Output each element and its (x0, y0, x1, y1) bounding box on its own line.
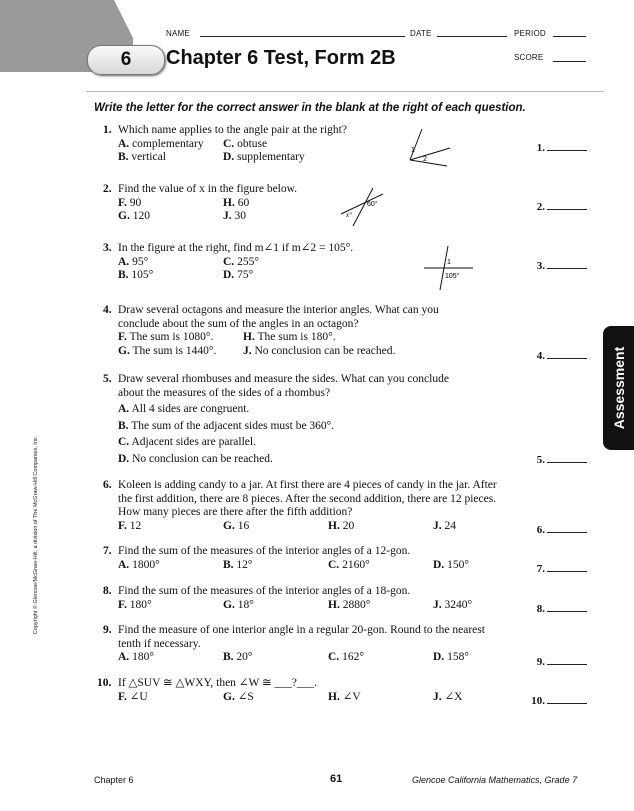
answer-label: 1. (536, 142, 545, 154)
option-text: 150° (447, 558, 469, 571)
option-a (118, 138, 223, 152)
option-b (118, 151, 223, 165)
option-d (433, 559, 538, 573)
question-text: Koleen is adding candy to a jar. At first there are 4 pieces of candy in the jar. After the first addition, there are 8 pieces. After the second addition, there are 12 pieces. How many pieces are there after the fifth addition? (118, 479, 497, 518)
option-letter: D. (223, 151, 235, 163)
answer-label: 4. (536, 350, 545, 362)
option-text: Adjacent sides are parallel. (131, 436, 256, 448)
option-letter: A. (118, 558, 130, 571)
option-letter: H. (328, 519, 340, 532)
option-text: The sum is 180°. (257, 331, 336, 343)
option-c (328, 559, 433, 573)
option-f (118, 520, 223, 534)
answer-blank-9[interactable] (527, 655, 587, 668)
answer-blank-1[interactable] (527, 141, 587, 154)
instructions: Write the letter for the correct answer in the blank at the right of each question. (94, 102, 526, 114)
option-h (223, 197, 343, 211)
intersecting-lines-figure (333, 186, 388, 228)
option-letter: A. (118, 403, 130, 415)
answer-label: 3. (536, 260, 545, 272)
option-text: All 4 sides are congruent. (131, 403, 250, 415)
option-d (223, 269, 343, 283)
date-field[interactable] (437, 36, 507, 37)
question-10 (97, 677, 517, 704)
option-text: 105° (131, 269, 154, 281)
option-letter: D. (118, 452, 130, 465)
question-7 (103, 545, 523, 572)
option-text: obtuse (237, 137, 268, 150)
option-text: ∠X (444, 690, 463, 703)
option-letter: J. (433, 598, 442, 611)
answer-label: 7. (536, 563, 545, 575)
option-letter: A. (118, 255, 130, 268)
option-letter: G. (223, 519, 235, 532)
option-letter: J. (223, 210, 232, 222)
question-number: 4. (103, 304, 112, 316)
option-letter: G. (118, 210, 130, 222)
page-title: Chapter 6 Test, Form 2B (166, 47, 396, 69)
fig2-angle: 60° (367, 201, 378, 208)
option-text: 90 (129, 196, 142, 209)
question-number: 3. (103, 242, 112, 254)
option-text: 12 (129, 519, 142, 532)
option-f (118, 197, 223, 211)
option-text: 2880° (342, 598, 371, 611)
option-letter: A. (118, 137, 130, 150)
option-f (118, 599, 223, 613)
footer-chapter: Chapter 6 (94, 775, 134, 785)
option-text: 158° (447, 651, 469, 663)
option-text: 16 (237, 519, 250, 532)
fig3-angle: 105° (445, 273, 460, 280)
option-text: 24 (444, 519, 456, 532)
question-4 (103, 304, 523, 358)
question-5 (103, 373, 523, 466)
answer-label: 9. (536, 656, 545, 668)
option-letter: B. (223, 651, 234, 663)
option-letter: B. (223, 558, 234, 571)
corner-fold (114, 0, 133, 38)
period-label: PERIOD (514, 29, 546, 38)
option-text: 30 (234, 210, 246, 222)
option-h (328, 691, 433, 705)
option-letter: F. (118, 331, 127, 343)
option-letter: B. (118, 269, 129, 281)
option-d (118, 453, 523, 467)
option-j (433, 599, 538, 613)
option-letter: H. (328, 690, 340, 703)
option-text: 20 (342, 519, 355, 532)
question-text: Draw several octagons and measure the interior angles. What can you conclude about the sum of the angles in an octagon? (118, 304, 439, 330)
option-j (433, 691, 538, 705)
option-text: 2160° (342, 558, 370, 571)
question-1 (103, 124, 523, 165)
question-2 (103, 183, 523, 224)
option-letter: C. (223, 255, 235, 268)
option-letter: B. (118, 419, 129, 432)
answer-blank-5[interactable] (527, 453, 587, 466)
option-c (328, 651, 433, 665)
option-text: No conclusion can be reached. (254, 344, 396, 357)
option-text: vertical (131, 151, 166, 163)
answer-label: 8. (536, 603, 545, 615)
option-text: 20° (236, 651, 253, 663)
option-text: ∠V (342, 690, 361, 703)
answer-label: 2. (536, 201, 545, 213)
question-number: 2. (103, 183, 112, 195)
name-label: NAME (166, 29, 190, 38)
option-d (433, 651, 538, 665)
angle-pair-figure (402, 126, 452, 170)
name-field[interactable] (200, 36, 405, 37)
option-b (223, 651, 328, 665)
option-text: 75° (237, 269, 254, 281)
option-a (118, 403, 523, 417)
question-text: If △SUV ≅ △WXY, then ∠W ≅ ___?___. (118, 677, 317, 689)
option-f (118, 331, 243, 345)
option-text: ∠U (129, 690, 148, 703)
answer-label: 5. (536, 454, 545, 466)
option-a (118, 651, 223, 665)
option-text: The sum is 1440°. (132, 344, 217, 357)
option-letter: C. (223, 137, 235, 150)
option-c (223, 138, 343, 152)
footer-book-title: Glencoe California Mathematics, Grade 7 (412, 775, 578, 785)
answer-label: 6. (536, 524, 545, 536)
question-text: Which name applies to the angle pair at the right? (118, 124, 347, 136)
option-letter: J. (433, 519, 442, 532)
fig3-label-1: 1 (447, 259, 451, 266)
fig1-label-1: 1 (411, 147, 415, 154)
option-a (118, 256, 223, 270)
option-c (223, 256, 343, 270)
option-text: 120 (132, 210, 150, 222)
option-g (118, 345, 243, 359)
option-text: 180° (129, 598, 152, 611)
answer-label: 10. (531, 695, 545, 707)
assessment-tab-label: Assessment (610, 346, 627, 430)
option-text: The sum of the adjacent sides must be 360°. (131, 419, 335, 432)
option-letter: B. (118, 151, 129, 163)
option-text: 18° (237, 598, 254, 611)
option-letter: H. (328, 598, 340, 611)
option-text: 180° (132, 651, 154, 663)
option-text: 1800° (132, 558, 160, 571)
question-number: 1. (103, 124, 112, 136)
option-text: No conclusion can be reached. (132, 452, 273, 465)
question-6 (103, 479, 523, 533)
answer-blank-7[interactable] (527, 562, 587, 575)
score-field[interactable] (553, 61, 586, 62)
option-letter: G. (223, 598, 235, 611)
answer-blank-6[interactable] (527, 523, 587, 536)
option-letter: F. (118, 598, 127, 611)
option-g (223, 599, 328, 613)
transversal-figure (420, 244, 475, 292)
option-letter: G. (118, 344, 130, 357)
question-text: Find the sum of the measures of the interior angles of a 18-gon. (118, 585, 411, 597)
question-text: In the figure at the right, find m∠1 if m∠2 = 105°. (118, 242, 354, 254)
option-letter: J. (433, 690, 442, 703)
date-label: DATE (410, 29, 432, 38)
option-letter: G. (223, 690, 235, 703)
question-text: Draw several rhombuses and measure the sides. What can you conclude about the measures of the sides of a rhombus? (118, 373, 449, 399)
question-number: 6. (103, 479, 112, 491)
question-number: 8. (103, 585, 112, 597)
question-number: 7. (103, 545, 112, 557)
option-h (328, 599, 433, 613)
option-text: complementary (132, 137, 204, 150)
option-b (118, 269, 223, 283)
answer-blank-4[interactable] (527, 349, 587, 362)
period-field[interactable] (553, 36, 586, 37)
question-text: Find the measure of one interior angle in a regular 20-gon. Round to the nearest tenth if necessary. (118, 624, 485, 650)
option-letter: F. (118, 690, 127, 703)
option-c (118, 436, 523, 450)
option-h (243, 331, 473, 345)
option-text: 60 (237, 196, 250, 209)
option-h (328, 520, 433, 534)
option-text: 162° (342, 651, 364, 663)
option-text: supplementary (237, 151, 305, 163)
copyright: Copyright © Glencoe/McGraw-Hill, a division of The McGraw-Hill Companies, Inc. (33, 435, 39, 635)
option-letter: F. (118, 519, 127, 532)
question-9 (103, 624, 523, 665)
answer-blank-2[interactable] (527, 200, 587, 213)
page-number: 61 (330, 773, 343, 785)
question-8 (103, 585, 523, 612)
option-letter: D. (433, 558, 445, 571)
question-number: 10. (97, 677, 112, 689)
option-letter: C. (328, 558, 340, 571)
option-g (223, 520, 328, 534)
score-label: SCORE (514, 53, 544, 62)
answer-blank-8[interactable] (527, 602, 587, 615)
question-text: Find the value of x in the figure below. (118, 183, 298, 195)
option-text: 95° (132, 255, 149, 268)
fig1-label-2: 2 (423, 156, 427, 163)
option-text: The sum is 1080°. (129, 331, 214, 343)
option-letter: A. (118, 651, 130, 663)
option-a (118, 559, 223, 573)
option-text: 255° (237, 255, 259, 268)
option-letter: D. (223, 269, 235, 281)
question-number: 9. (103, 624, 112, 636)
option-g (223, 691, 328, 705)
answer-blank-10[interactable] (527, 694, 587, 707)
option-b (118, 420, 523, 434)
option-letter: C. (118, 436, 130, 448)
option-text: ∠S (237, 690, 254, 703)
question-number: 5. (103, 373, 112, 385)
option-j (223, 210, 343, 224)
option-letter: H. (223, 196, 235, 209)
option-f (118, 691, 223, 705)
assessment-tab (603, 326, 634, 450)
option-text: 12° (236, 558, 253, 571)
option-letter: F. (118, 196, 127, 209)
option-letter: D. (433, 651, 445, 663)
answer-blank-3[interactable] (527, 259, 587, 272)
option-g (118, 210, 223, 224)
chapter-badge: 6 (87, 45, 165, 75)
option-j (433, 520, 538, 534)
option-d (223, 151, 343, 165)
option-letter: J. (243, 344, 252, 357)
option-letter: H. (243, 331, 255, 343)
question-text: Find the sum of the measures of the interior angles of a 12-gon. (118, 545, 411, 557)
option-j (243, 345, 473, 359)
divider (86, 91, 604, 92)
option-b (223, 559, 328, 573)
option-letter: C. (328, 651, 340, 663)
fig2-variable: x° (346, 211, 352, 219)
option-text: 3240° (444, 598, 473, 611)
